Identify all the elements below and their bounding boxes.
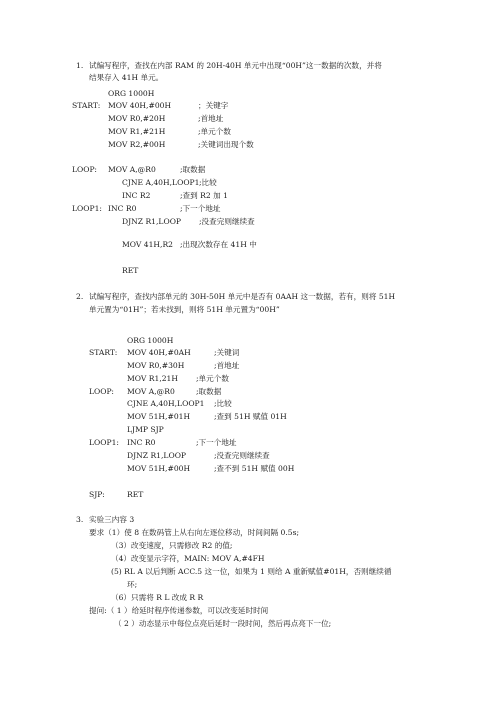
code-text: MOV 40H,#0AH — [127, 348, 191, 357]
code-text: ORG 1000H — [108, 89, 155, 98]
code-comment: ;下一个地址 — [196, 438, 237, 447]
code-comment: ;关键词出现个数 — [198, 140, 254, 149]
q3-title: 实验三内容 3 — [89, 515, 135, 524]
q3-requirement-3: （3）改变速度，只需修改 R2 的值; — [111, 541, 233, 550]
code-text: MOV A,@R0 — [108, 165, 156, 174]
code-text: MOV R0,#30H — [127, 361, 185, 370]
q2-text-line2: 单元置为“01H”；若未找到，则将 51H 单元置为“00H” — [89, 305, 280, 314]
code-label: START: — [89, 348, 118, 357]
code-comment: ;首地址 — [198, 114, 224, 123]
code-comment: ;取数据 — [196, 387, 222, 396]
code-comment: ;查到 R2 加 1 — [180, 191, 228, 200]
code-comment: ;单元个数 — [196, 374, 229, 383]
code-text: INC R2 — [122, 191, 151, 200]
code-text: CJNE A,40H,LOOP1 — [127, 399, 205, 408]
code-text: MOV 51H,#01H — [127, 412, 191, 421]
code-text: MOV R2,#00H — [108, 140, 166, 149]
code-text: MOV R0,#20H — [108, 114, 166, 123]
code-label: LOOP1: — [72, 204, 102, 213]
q3-requirement-6: （6）只需将 R L 改成 R R — [111, 593, 204, 602]
q3-requirement-1: 要求（1）使 8 在数码管上从右向左逐位移动，时间间隔 0.5s; — [89, 528, 300, 537]
code-text: CJNE A,40H,LOOP1 — [122, 178, 200, 187]
code-label: LOOP1: — [89, 438, 119, 447]
code-comment: ;单元个数 — [198, 127, 231, 136]
code-label: LOOP: — [89, 387, 114, 396]
code-text: MOV R1,21H — [127, 374, 179, 383]
code-comment: ;取数据 — [180, 165, 206, 174]
code-comment: ;关键词 — [214, 348, 240, 357]
code-label: SJP: — [89, 490, 105, 499]
code-text: MOV 51H,#00H — [127, 464, 191, 473]
q3-number: 3. — [76, 515, 84, 524]
code-label: START: — [72, 101, 101, 110]
code-text: MOV 40H,#00H — [108, 101, 172, 110]
code-comment: ;比较 — [199, 178, 217, 187]
q3-requirement-4: （4）改变显示字符，MAIN: MOV A,#4FH — [111, 554, 265, 563]
q3-hint-2: （ 2 ）动态显示中每位点亮后延时一段时间，然后再点亮下一位; — [114, 619, 332, 628]
code-text: MOV A,@R0 — [127, 387, 175, 396]
code-comment: ；关键字 — [198, 101, 229, 110]
code-comment: ;首地址 — [214, 361, 240, 370]
code-text: MOV 41H,R2 — [122, 240, 174, 249]
code-text: MOV R1,#21H — [108, 127, 166, 136]
code-comment: ;比较 — [214, 399, 232, 408]
code-text: DJNZ R1,LOOP — [122, 217, 182, 226]
code-comment: ;下一个地址 — [180, 204, 221, 213]
code-text: RET — [122, 266, 139, 275]
code-label: LOOP: — [72, 165, 97, 174]
q3-hint-1: 提问:（ 1 ）给延时程序传递参数，可以改变延时时间 — [89, 606, 269, 615]
code-text: DJNZ R1,LOOP — [127, 451, 187, 460]
code-text: INC R0 — [108, 204, 137, 213]
q1-text-line1: 试编写程序，查找在内部 RAM 的 20H-40H 单元中出现“00H”这一数据的次数，并将 — [89, 61, 382, 70]
q1-number: 1. — [76, 61, 84, 70]
q2-text-line1: 试编写程序，查找内部单元的 30H-50H 单元中是否有 0AAH 这一数据，若有，则将 51H — [89, 292, 396, 301]
q3-requirement-5: (5) RL A 以后判断 ACC.5 这一位，如果为 1 则给 A 重新赋值#01H，否则继续循 — [111, 567, 392, 576]
code-comment: ;没查完则继续查 — [199, 217, 255, 226]
code-text: RET — [127, 490, 144, 499]
code-comment: ;出现次数存在 41H 中 — [180, 240, 257, 249]
code-text: LJMP SJP — [127, 425, 164, 434]
code-text: INC R0 — [127, 438, 156, 447]
code-comment: ;没查完则继续查 — [214, 451, 270, 460]
q3-requirement-5-cont: 环; — [127, 580, 138, 589]
q2-number: 2. — [76, 292, 84, 301]
code-comment: ;查到 51H 赋值 01H — [214, 412, 287, 421]
code-comment: ;查不到 51H 赋值 00H — [214, 464, 295, 473]
code-text: ORG 1000H — [127, 336, 174, 345]
q1-text-line2: 结果存入 41H 单元。 — [89, 73, 164, 82]
